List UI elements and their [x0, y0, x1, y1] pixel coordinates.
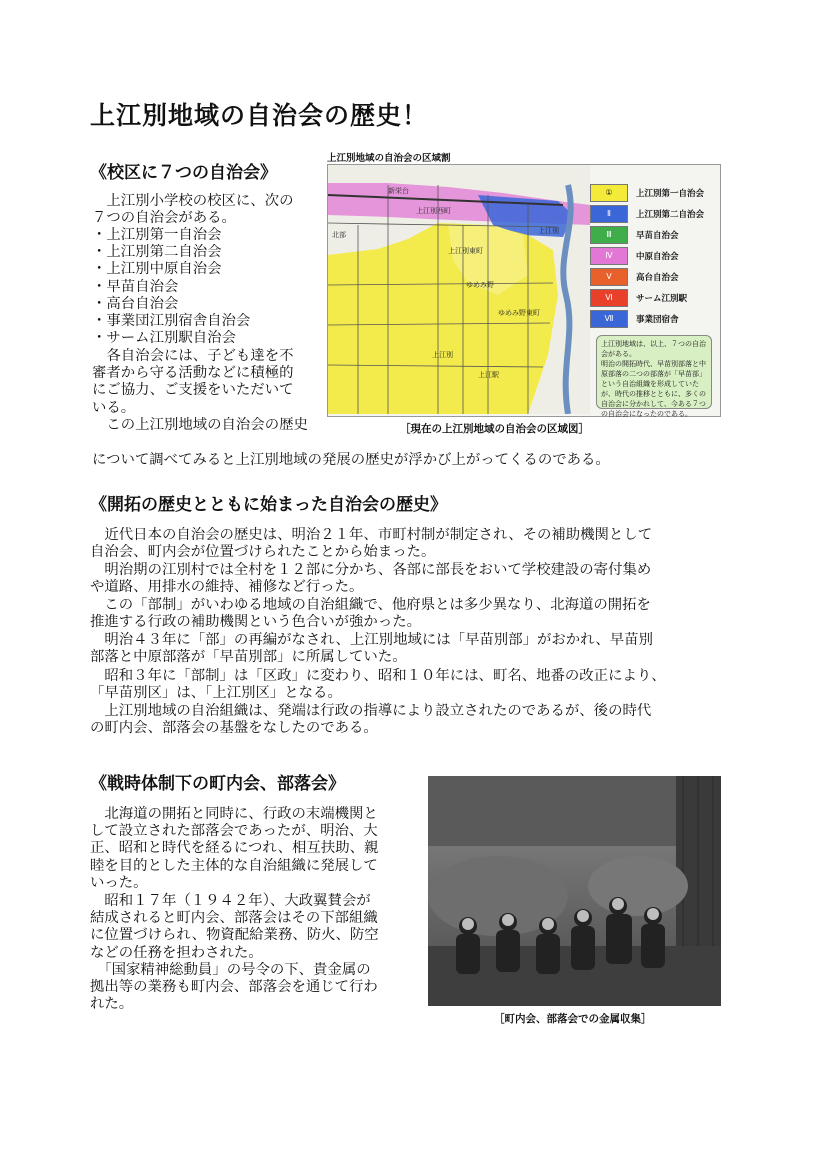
section1-body: 各自治会には、子ども達を不 審者から守る活動などに積極的 にご協力、ご支援をいただいて いる。 この上江別地域の自治会の歴史 — [92, 348, 308, 433]
list-item: ・事業団江別宿舎自治会 — [92, 313, 251, 330]
section2-paragraph: 明治４３年に「部」の再編がなされ、上江別地域には「早苗別部」がおかれ、早苗別 部落と中原部落が「早苗別部」に所属していた。 — [90, 632, 653, 666]
legend-swatch: Ⅱ — [590, 205, 628, 223]
legend-item — [590, 309, 718, 328]
list-item: ・高台自治会 — [92, 295, 179, 312]
map-title: 上江別地域の自治会の区域割 — [327, 153, 451, 164]
list-item: ・上江別第一自治会 — [92, 227, 222, 243]
legend-swatch: Ⅲ — [590, 226, 628, 244]
map-label: 新栄台 — [388, 187, 409, 195]
legend-item — [590, 183, 718, 202]
map-note: 上江別地域は、以上、７つの自治会がある。 明治の開拓時代、早苗別部落と中原部落の二つの部落が「早苗部」という自治組織を形成していたが、時代の推移とともに、多くの自治会に分かれして、今ある７つの自治会になったのである。 — [596, 335, 712, 409]
district-map-figure — [327, 150, 719, 418]
map-label: 上江駅 — [478, 371, 499, 379]
photo-caption: ［町内会、部落会での金属収集］ — [494, 1013, 652, 1025]
legend-item — [590, 204, 718, 223]
map-label: 上江別東町 — [448, 247, 483, 255]
list-item: ・上江別中原自治会 — [92, 261, 222, 278]
legend-label: 中原自治会 — [636, 251, 679, 262]
section1-body-tail: について調べてみると上江別地域の発展の歴史が浮かび上がってくるのである。 — [92, 452, 610, 468]
photo-illustration — [428, 776, 721, 1006]
section1-heading: 《校区に７つの自治会》 — [90, 163, 277, 183]
section2-paragraph: 近代日本の自治会の歴史は、明治２１年、市町村制が制定され、その補助機関として 自治会、町内会が位置づけられたことから始まった。 — [90, 527, 653, 561]
map-illustration — [328, 165, 590, 414]
section2-paragraph: 上江別地域の自治組織は、発端は行政の指導により設立されたのであるが、後の時代 の町内会、部落会の基盤をなしたのである。 — [90, 703, 652, 737]
metal-collection-photo — [428, 776, 721, 1006]
map-label: 北部 — [332, 231, 346, 239]
legend-item — [590, 246, 718, 265]
legend-label: 事業団宿舎 — [636, 314, 679, 325]
section2-paragraph: 明治期の江別村では全村を１２部に分かち、各部に部長をおいて学校建設の寄付集め や道路、用排水の維持、補修など行った。 — [90, 562, 652, 596]
section2-heading: 《開拓の歴史とともに始まった自治会の歴史》 — [90, 495, 447, 515]
section3-paragraph: 「国家精神総動員」の号令の下、貴金属の 拠出等の業務も町内会、部落会を通じて行わ れた。 — [90, 962, 378, 1013]
section1-intro: 上江別小学校の校区に、次の ７つの自治会がある。 — [92, 193, 294, 227]
legend-swatch: Ⅵ — [590, 289, 628, 307]
legend-label: 高台自治会 — [636, 272, 679, 283]
map-label: ゆめみ野東町 — [498, 309, 540, 317]
map-caption: ［現在の上江別地域の自治会の区域図］ — [400, 423, 589, 435]
map-label: ゆめみ野 — [466, 281, 494, 289]
section3-paragraph: 昭和１７年（１９４２年）、大政翼賛会が 結成されると町内会、部落会はその下部組織 に位置づけられ、物資配給業務、防火、防空 などの任務を担わされた。 — [90, 893, 379, 961]
legend-item — [590, 267, 718, 286]
legend-item — [590, 225, 718, 244]
district-map — [327, 164, 721, 417]
map-label: 上江別 — [538, 227, 559, 235]
legend-swatch: Ⅴ — [590, 268, 628, 286]
list-item: ・上江別第二自治会 — [92, 244, 222, 261]
section3-paragraph: 北海道の開拓と同時に、行政の末端機関と して設立された部落会であったが、明治、大 正、昭和と時代を経るにつれ、相互扶助、親 睦を目的とした主体的な自治組織に発展して いった。 — [90, 806, 379, 891]
legend-item — [590, 288, 718, 307]
section2-paragraph: この「部制」がいわゆる地域の自治組織で、他府県とは多少異なり、北海道の開拓を 推進する行政の補助機関という色合いが強かった。 — [90, 597, 651, 631]
legend-label: 早苗自治会 — [636, 230, 679, 241]
list-item: ・早苗自治会 — [92, 278, 179, 295]
legend-label: サーム江別駅 — [636, 293, 688, 304]
list-item: ・サーム江別駅自治会 — [92, 330, 236, 347]
map-label: 上江別西町 — [416, 207, 451, 215]
map-label: 上江別 — [432, 351, 453, 359]
page-title: 上江別地域の自治会の歴史！ — [90, 101, 429, 130]
legend-swatch: Ⅶ — [590, 310, 628, 328]
legend-label: 上江別第一自治会 — [636, 188, 705, 199]
section2-paragraph: 昭和３年に「部制」は「区政」に変わり、昭和１０年には、町名、地番の改正により、 「早苗別区」は、「上江別区」となる。 — [90, 668, 666, 702]
section3-heading: 《戦時体制下の町内会、部落会》 — [90, 774, 345, 794]
legend-label: 上江別第二自治会 — [636, 209, 705, 220]
legend-swatch: ① — [590, 184, 628, 202]
map-legend — [590, 183, 718, 330]
association-list — [92, 227, 250, 347]
legend-swatch: Ⅳ — [590, 247, 628, 265]
